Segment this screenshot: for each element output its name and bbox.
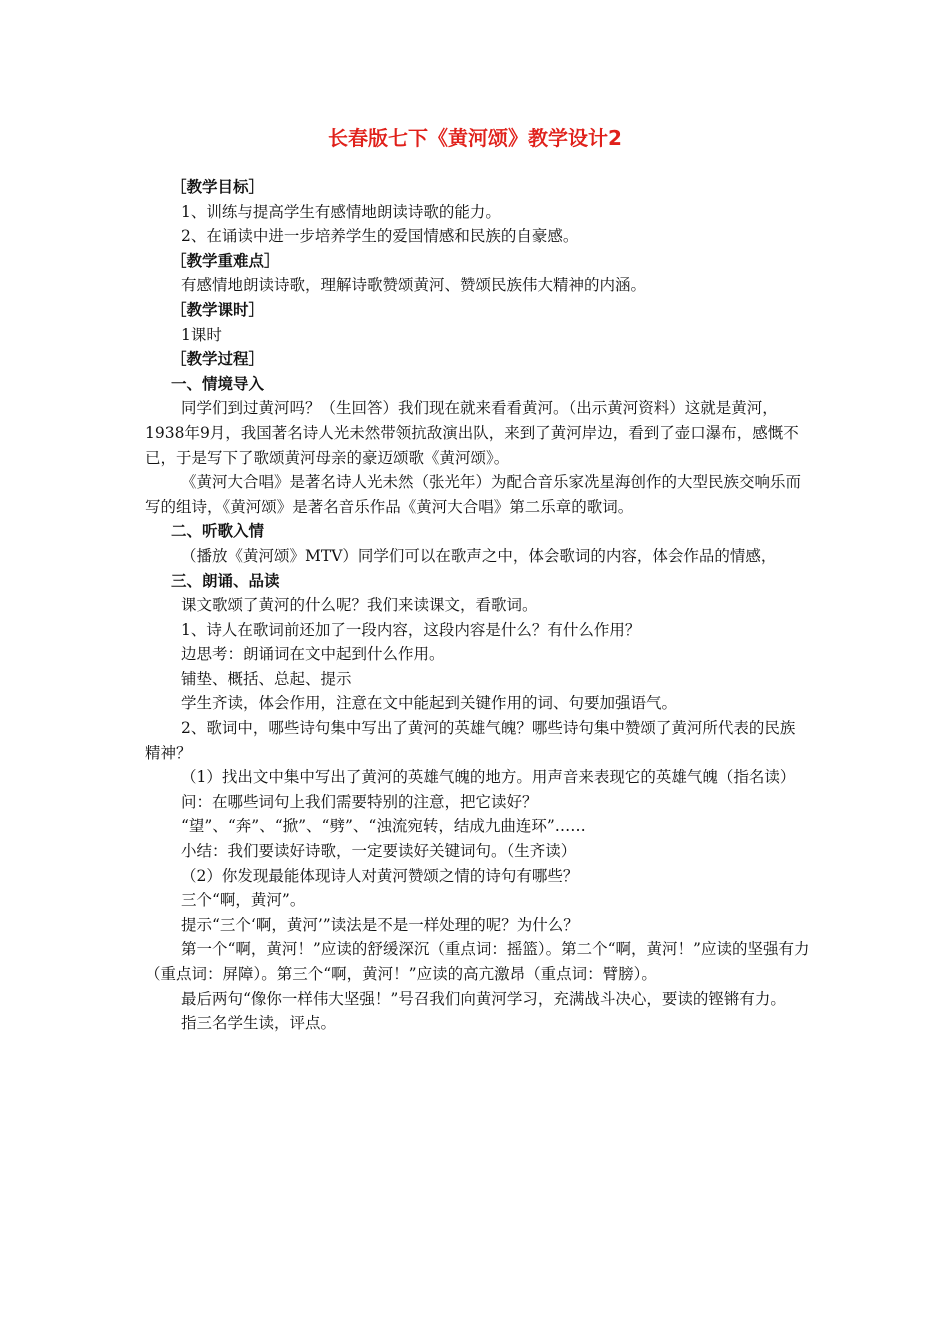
body-paragraph: 指三名学生读，评点。 [181,1014,337,1033]
section-heading: ［教学重难点］ [171,250,280,270]
section-heading: 一、情境导入 [171,373,265,393]
body-paragraph: 《黄河大合唱》是著名诗人光未然（张光年）为配合音乐家冼星海创作的大型民族交响乐而写的组诗，《黄河颂》是著名音乐作品《黄河大合唱》第二乐章的歌词。 [145,473,802,516]
section-heading: ［教学过程］ [171,349,265,369]
body-paragraph: 2、在诵读中进一步培养学生的爱国情感和民族的自豪感。 [181,227,579,246]
body-paragraph: 学生齐读，体会作用，注意在文中能起到关键作用的词、句要加强语气。 [181,694,678,713]
body-paragraph: 问：在哪些词句上我们需要特别的注意，把它读好？ [181,792,538,811]
body-paragraph: 1、训练与提高学生有感情地朗读诗歌的能力。 [181,202,501,221]
body-paragraph: “望”、“奔”、“掀”、“劈”、“浊流宛转，结成九曲连环”…… [181,817,586,836]
body-paragraph: 2、歌词中，哪些诗句集中写出了黄河的英雄气魄？哪些诗句集中赞颂了黄河所代表的民族精神？ [145,719,796,762]
section-heading: 三、朗诵、品读 [171,570,280,590]
section-heading: ［教学目标］ [171,177,265,196]
body-paragraph: 铺垫、概括、总起、提示 [181,669,352,688]
body-paragraph: 课文歌颂了黄河的什么呢？我们来读课文，看歌词。 [181,596,538,615]
body-paragraph: 1课时 [181,325,222,344]
body-paragraph: 最后两句“像你一样伟大坚强！”号召我们向黄河学习，充满战斗决心，要读的铿锵有力。 [181,989,786,1008]
body-paragraph: 有感情地朗读诗歌，理解诗歌赞颂黄河、赞颂民族伟大精神的内涵。 [181,276,647,295]
section-heading: 二、听歌入情 [171,521,265,541]
body-paragraph: 1、诗人在歌词前还加了一段内容，这段内容是什么？有什么作用？ [181,620,641,639]
body-paragraph: 第一个“啊，黄河！”应读的舒缓深沉（重点词：摇篮）。第二个“啊，黄河！”应读的坚强有力（重点词：屏障）。第三个“啊，黄河！”应读的高亢激昂（重点词：臂膀）。 [145,940,810,983]
body-paragraph: 提示“三个‘啊，黄河’”读法是不是一样处理的呢？为什么？ [181,915,579,934]
body-paragraph: 三个“啊，黄河”。 [181,891,306,910]
body-paragraph: 同学们到过黄河吗？（生回答）我们现在就来看看黄河。（出示黄河资料）这就是黄河， 1938年9月，我国著名诗人光未然带领抗敌演出队，来到了黄河岸边，看到了壶口瀑布，感慨不已，于是写下了歌颂黄河母亲的豪迈颂歌《黄河颂》。 [145,399,799,467]
document-body [145,175,810,1036]
body-paragraph: 边思考：朗诵词在文中起到什么作用。 [181,645,445,664]
body-paragraph: （1）找出文中集中写出了黄河的英雄气魄的地方。用声音来表现它的英雄气魄（指名读） [181,768,796,787]
body-paragraph: （播放《黄河颂》MTV）同学们可以在歌声之中，体会歌词的内容，体会作品的情感， [181,546,777,565]
body-paragraph: 小结：我们要读好诗歌，一定要读好关键词句。（生齐读） [181,842,577,861]
body-paragraph: （2）你发现最能体现诗人对黄河赞颂之情的诗句有哪些？ [181,866,579,885]
page-title: 长春版七下《黄河颂》教学设计2 [328,126,622,150]
section-heading: ［教学课时］ [171,299,265,319]
